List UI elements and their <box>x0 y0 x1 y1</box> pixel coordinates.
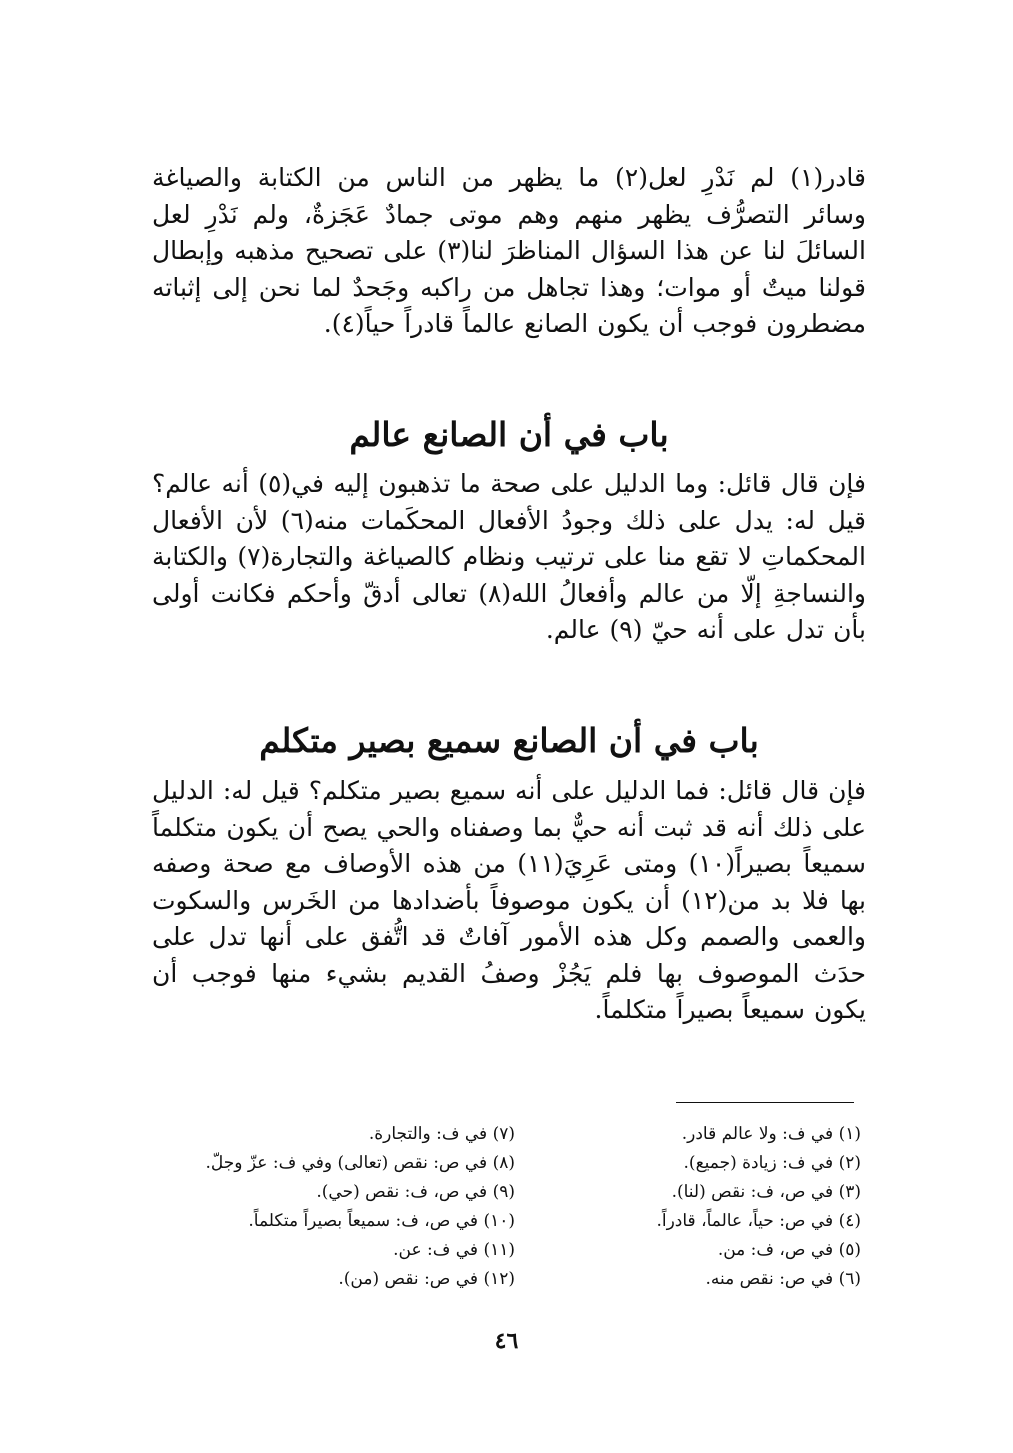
footnote-separator <box>676 1102 854 1103</box>
paragraph-knowing: فإن قال قائل: وما الدليل على صحة ما تذهبون إليه في(٥) أنه عالم؟ قيل له: يدل على ذلك وجودُ الأفعال المحكَمات منه(٦) لأن الأفعال المحكماتِ لا تقع منا على ترتيب ونظام كالصياغة والتجارة(٧) والكتابة والنساجةِ إلّا من عالم وأفعالُ الله(٨) تعالى أدقّ وأحكم فكانت أولى بأن تدل على أنه حيّ (٩) عالم. <box>152 469 866 644</box>
footnote-11: (١١) في ف: عن. <box>393 1240 515 1260</box>
footnote-1: (١) في ف: ولا عالم قادر. <box>681 1124 861 1144</box>
intro-paragraph: قادر(١) لم نَدْرِ لعل(٢) ما يظهر من الناس من الكتابة والصياغة وسائر التصرُّف يظهر منهم وهم موتى جمادٌ عَجَزةٌ، ولم نَدْرِ لعل السائلَ لنا عن هذا السؤال المناظرَ لنا(٣) على تصحيح مذهبه وإبطال قولنا ميتٌ أو موات؛ وهذا تجاهل من راكبه وجَحدٌ لما نحن إلى إثباته مضطرون فوجب أن يكون الصانع عالماً قادراً حياً(٤). <box>152 163 866 338</box>
chapter-heading-knowing: باب في أن الصانع عالم <box>349 415 669 454</box>
page-number: ٤٦ <box>494 1328 519 1354</box>
footnote-12: (١٢) في ص: نقص (من). <box>338 1269 515 1289</box>
footnote-10: (١٠) في ص، ف: سميعاً بصيراً متكلماً. <box>248 1211 515 1231</box>
footnote-9: (٩) في ص، ف: نقص (حي). <box>316 1182 515 1202</box>
footnotes-right-column <box>641 1120 861 1294</box>
paragraph-hearing-seeing-speaking: فإن قال قائل: فما الدليل على أنه سميع بصير متكلم؟ قيل له: الدليل على ذلك أنه قد ثبت أنه حيٌّ بما وصفناه والحي يصح أن يكون متكلماً سميعاً بصيراً(١٠) ومتى عَرِيَ(١١) من هذه الأوصاف مع صحة وصفه بها فلا بد من(١٢) أن يكون موصوفاً بأضدادها من الخَرس والسكوت والعمى والصمم وكل هذه الأمور آفاتٌ قد اتُّفق على أنها تدل على حدَث الموصوف بها فلم يَجُزْ وصفُ القديم بشيء منها فوجب أن يكون سميعاً بصيراً متكلماً. <box>152 776 867 1024</box>
chapter-heading-hearing-seeing-speaking: باب في أن الصانع سميع بصير متكلم <box>259 721 759 760</box>
footnote-5: (٥) في ص، ف: من. <box>717 1240 861 1260</box>
footnote-7: (٧) في ف: والتجارة. <box>368 1124 515 1144</box>
footnote-8: (٨) في ص: نقص (تعالى) وفي ف: عزّ وجلّ. <box>205 1153 515 1173</box>
footnotes-left-column <box>155 1120 515 1294</box>
footnote-6: (٦) في ص: نقص منه. <box>705 1269 861 1289</box>
footnote-3: (٣) في ص، ف: نقص (لنا). <box>671 1182 861 1202</box>
footnote-4: (٤) في ص: حياً، عالماً، قادراً. <box>656 1211 861 1231</box>
footnote-2: (٢) في ف: زيادة (جميع). <box>683 1153 861 1173</box>
